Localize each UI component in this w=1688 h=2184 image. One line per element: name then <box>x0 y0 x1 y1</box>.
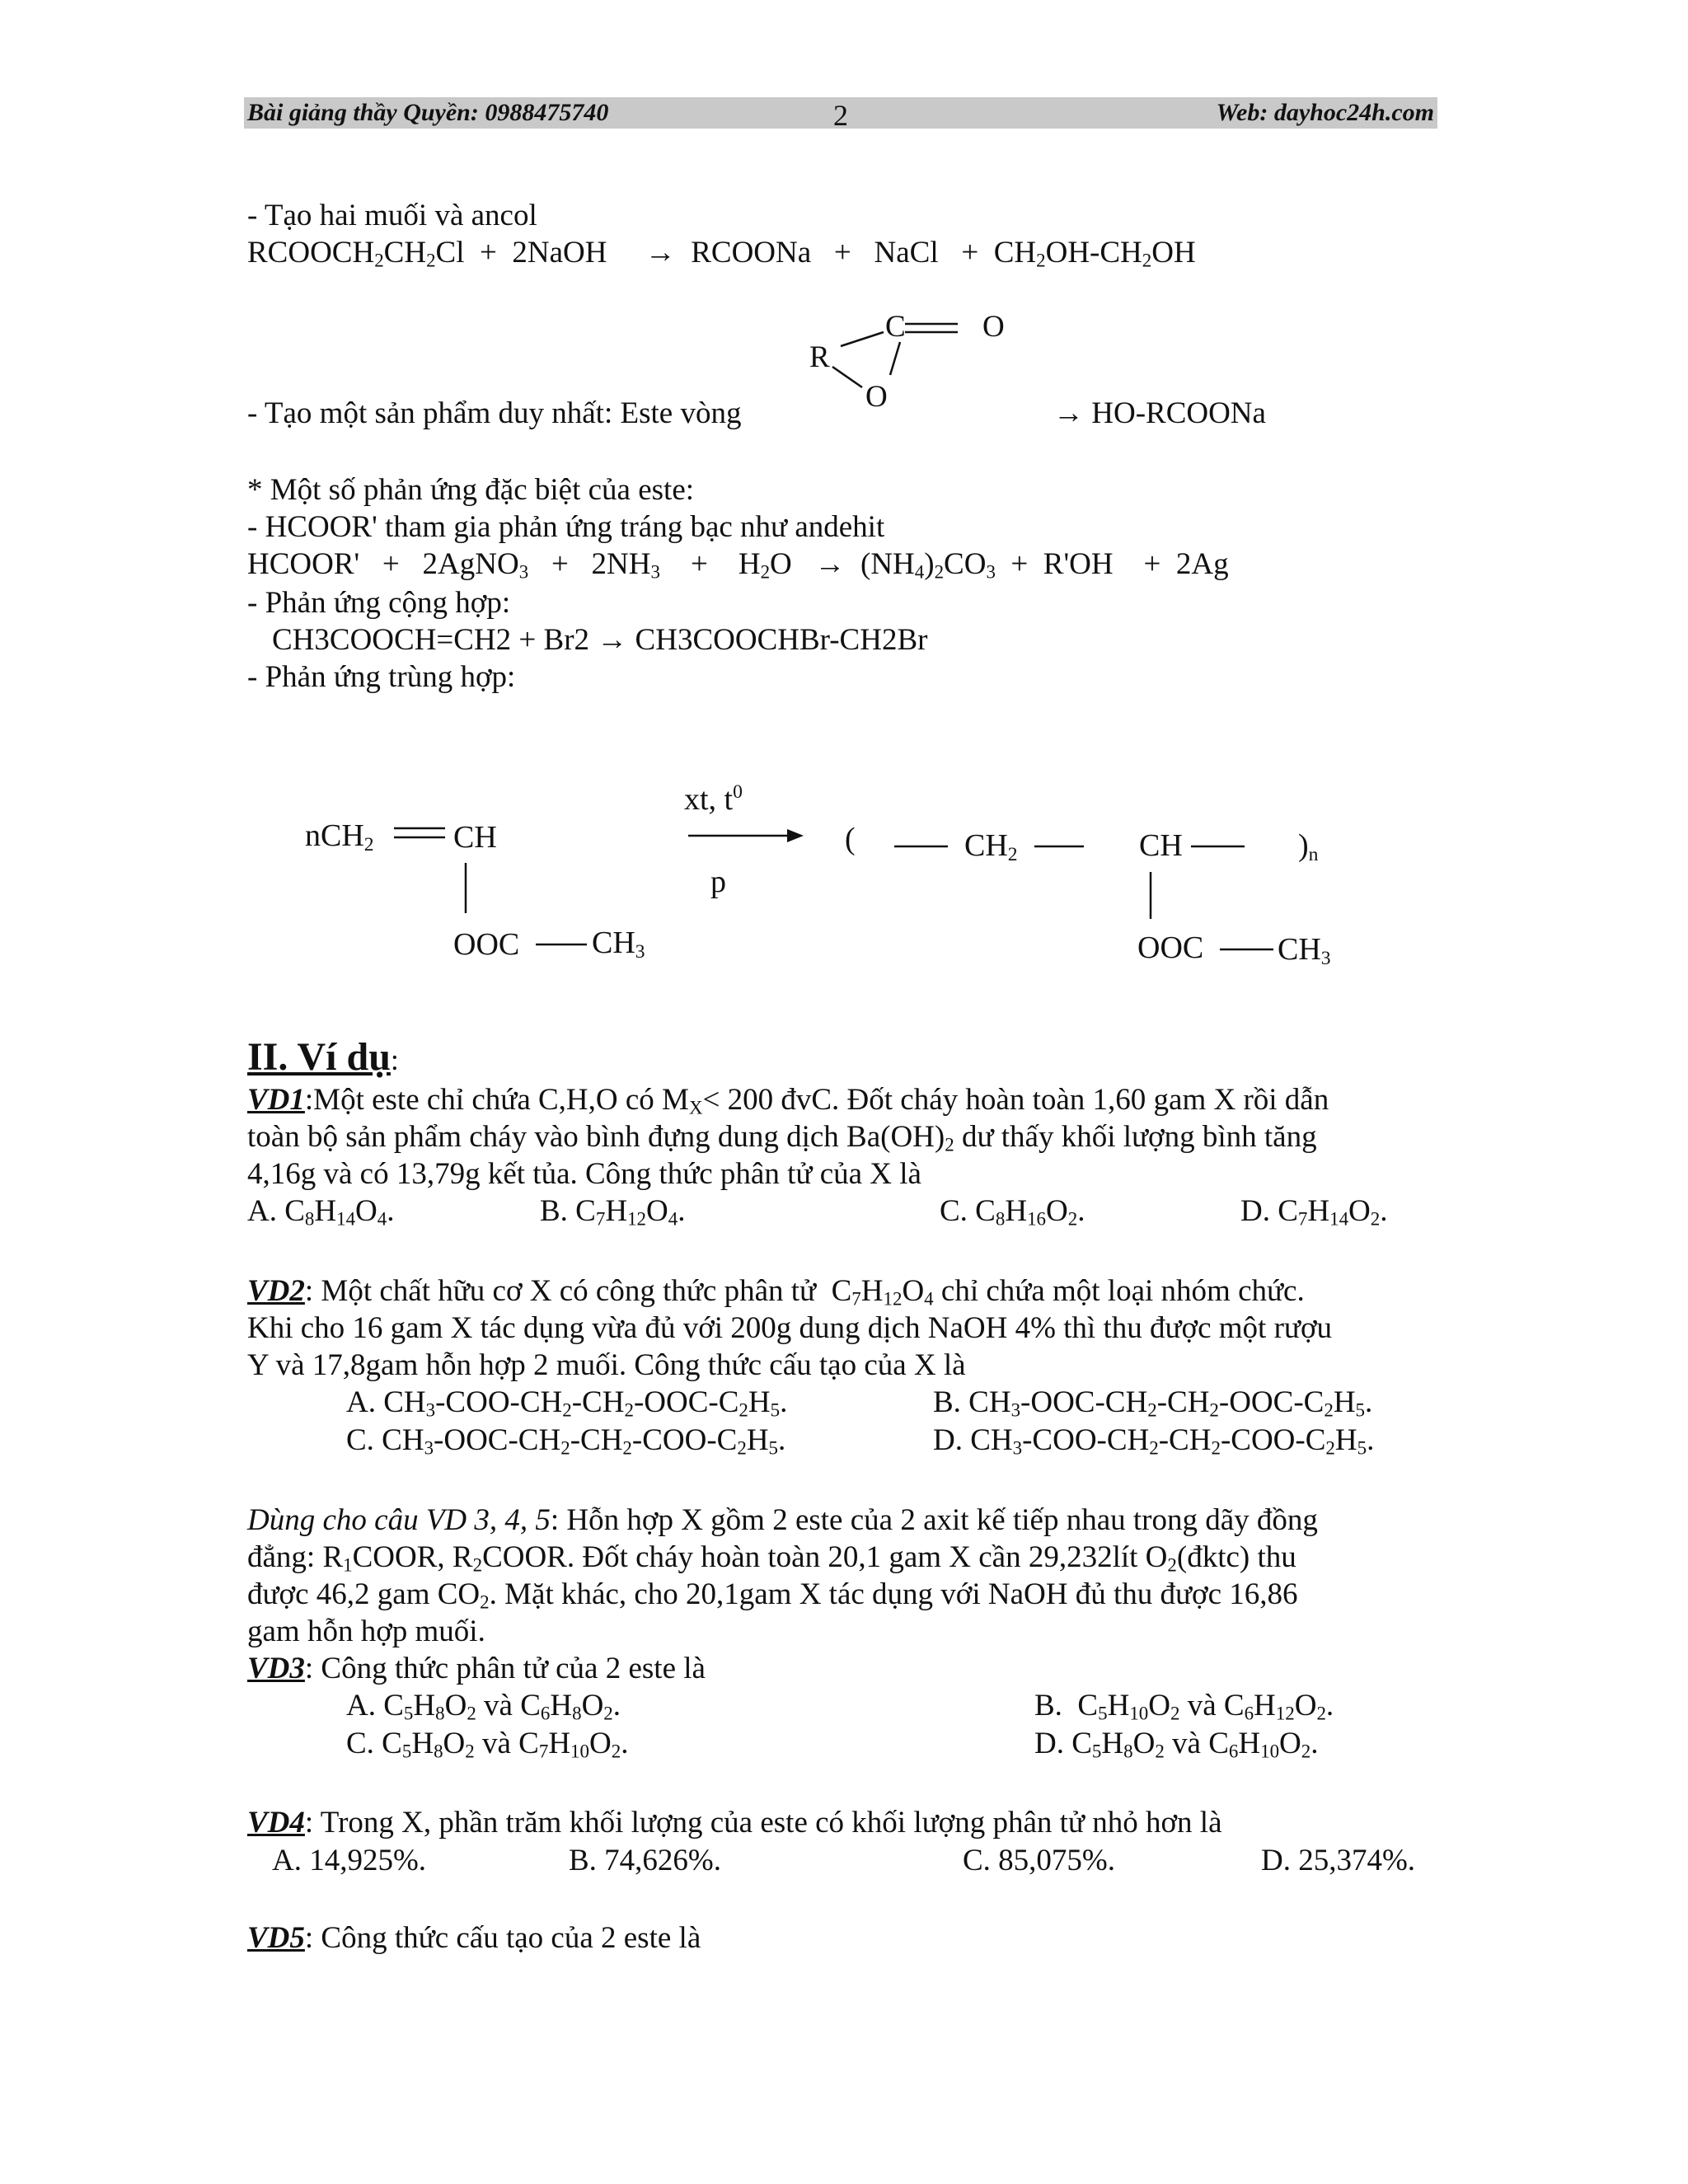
polymer-close-paren: )$_n$ <box>1298 828 1319 865</box>
header-website: Web: dayhoc24h.com <box>1216 99 1434 126</box>
vd3-option-b[interactable]: B. $C_5H_{10}O_2$ và $C_6H_{12}O_2$. <box>1034 1689 1334 1724</box>
cyclic-intro: - Tạo một sản phẩm duy nhất: Este vòng <box>247 396 742 430</box>
vd2-option-b[interactable]: B. $CH_3-OOC-CH_2-CH_2-OOC-C_2H_5$. <box>933 1385 1373 1421</box>
polymer-open-paren: ( <box>845 822 856 856</box>
vd2-line3: Y và 17,8gam hỗn hợp 2 muối. Công thức cấu tạo của X là <box>247 1348 966 1382</box>
page-number: 2 <box>833 99 848 132</box>
vd4-question: VD4: Trong X, phần trăm khối lượng của este có khối lượng phân tử nhỏ hơn là <box>247 1806 1222 1840</box>
vd3-option-d[interactable]: D. $C_5H_8O_2$ và $C_6H_{10}O_2$. <box>1034 1727 1319 1762</box>
polymer-ch3: $CH_3$ <box>1278 932 1331 969</box>
vd1-line2: toàn bộ sản phẩm cháy vào bình đựng dung dịch $Ba(OH)_2$ dư thấy khối lượng bình tăng <box>247 1120 1317 1155</box>
vd4-option-a[interactable]: A. 14,925%. <box>272 1844 427 1877</box>
rxn1-intro: - Tạo hai muối và ancol <box>247 199 537 232</box>
polymer-title: - Phản ứng trùng hợp: <box>247 660 516 694</box>
polymer-ooc: OOC <box>1137 930 1204 965</box>
special-title: * Một số phản ứng đặc biệt của este: <box>247 473 695 507</box>
condition-pressure: p <box>710 865 726 899</box>
shared-line3: được 46,2 gam $CO_2$. Mặt khác, cho 20,1gam X tác dụng với NaOH đủ thu được 16,86 <box>247 1577 1298 1613</box>
rxn1-equation: $RCOOCH_2CH_2Cl$ + 2NaOH → RCOONa + NaCl + $CH_2OH-CH_2OH$ <box>247 236 1196 271</box>
lactone-carbon: C <box>885 310 906 344</box>
vd4-option-c[interactable]: C. 85,075%. <box>963 1844 1115 1877</box>
vd2-option-a[interactable]: A. $CH_3-COO-CH_2-CH_2-OOC-C_2H_5$. <box>346 1385 788 1421</box>
lactone-ring-oxygen: O <box>865 380 888 414</box>
vd5-question: VD5: Công thức cấu tạo của 2 este là <box>247 1921 701 1955</box>
shared-line4: gam hỗn hợp muối. <box>247 1615 485 1648</box>
cyclic-product: → HO-RCOONa <box>1053 396 1266 430</box>
vd1-line1: VD1:Một este chỉ chứa C,H,O có $M_X< 200$ đvC. Đốt cháy hoàn toàn 1,60 gam X rồi dẫn <box>247 1083 1329 1118</box>
vd3-option-c[interactable]: C. $C_5H_8O_2$ và $C_7H_{10}O_2$. <box>346 1727 629 1762</box>
monomer-nch2: nCH$_2$ <box>305 818 374 855</box>
polymer-ch2: $CH_2$ <box>964 828 1018 865</box>
monomer-ch: CH <box>453 820 497 855</box>
addition-equation: CH3COOCH=CH2 + Br2 → CH3COOCHBr-CH2Br <box>272 623 928 657</box>
vd1-line3: 4,16g và có 13,79g kết tủa. Công thức phân tử của X là <box>247 1157 921 1191</box>
vd1-option-c[interactable]: C. $C_8H_{16}O_2$. <box>940 1194 1085 1230</box>
silver-mirror-equation: HCOOR' + 2AgNO$_3$ + $2NH_3$ + $H_2O \to (NH_4)_2CO_3 + R'OH$ + 2Ag <box>247 547 1229 583</box>
vd3-option-a[interactable]: A. $C_5H_8O_2$ và $C_6H_8O_2$. <box>346 1689 621 1724</box>
vd3-question: VD3: Công thức phân tử của 2 este là <box>247 1652 706 1685</box>
monomer-ch3: $CH_3$ <box>592 926 645 963</box>
polymer-ch: CH <box>1139 828 1183 863</box>
lactone-r-group: R <box>809 340 830 374</box>
lactone-carbonyl-oxygen: O <box>982 310 1005 344</box>
header-author: Bài giảng thầy Quyền: 0988475740 <box>247 99 609 126</box>
vd4-option-d[interactable]: D. 25,374%. <box>1261 1844 1416 1877</box>
vd2-option-c[interactable]: C. $CH_3-OOC-CH_2-CH_2-COO-C_2H_5$. <box>346 1423 786 1459</box>
shared-line1: Dùng cho câu VD 3, 4, 5: Hỗn hợp X gồm 2 este của 2 axit kế tiếp nhau trong dãy đồng <box>247 1503 1318 1537</box>
section-title: II. Ví dụ: <box>247 1035 399 1079</box>
vd1-option-a[interactable]: A. $C_8H_{14}O_4$. <box>247 1194 395 1230</box>
vd1-option-d[interactable]: D. $C_7H_{14}O_2$. <box>1240 1194 1388 1230</box>
vd2-line1: VD2: Một chất hữu cơ X có công thức phân tử $C_7H_{12}O_4$ chỉ chứa một loại nhóm chức. <box>247 1274 1305 1310</box>
monomer-ooc: OOC <box>453 927 520 962</box>
silver-mirror-note: - HCOOR' tham gia phản ứng tráng bạc như andehit <box>247 510 885 544</box>
vd1-option-b[interactable]: B. $C_7H_{12}O_4$. <box>540 1194 686 1230</box>
addition-title: - Phản ứng cộng hợp: <box>247 586 511 620</box>
vd2-option-d[interactable]: D. $CH_3-COO-CH_2-CH_2-COO-C_2H_5$. <box>933 1423 1375 1459</box>
condition-catalyst: xt, $t^0$ <box>684 780 743 817</box>
vd2-line2: Khi cho 16 gam X tác dụng vừa đủ với 200g dung dịch NaOH 4% thì thu được một rượu <box>247 1311 1333 1345</box>
shared-line2: đẳng: $R_1COOR$, $R_2COOR$. Đốt cháy hoàn toàn 20,1 gam X cần 29,232lít $O_2(đktc)$ thu <box>247 1540 1296 1576</box>
vd4-option-b[interactable]: B. 74,626%. <box>569 1844 721 1877</box>
